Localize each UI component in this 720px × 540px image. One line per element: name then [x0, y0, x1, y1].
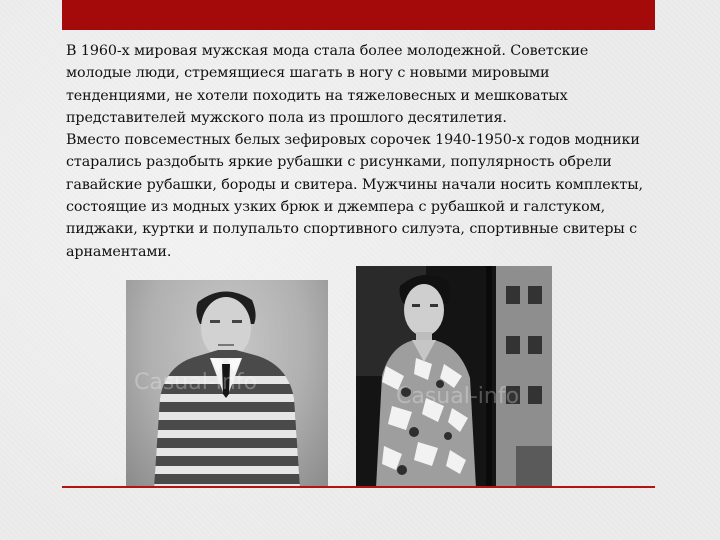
paragraph-2: Вместо повсеместных белых зефировых сорочек 1940-1950-х годов модники старались раздобыть яркие рубашки с рисунками, популярность обрели гавайские рубашки, бороды и свитера. Мужчины начали носить комплекты, состоящие из модных узких брюк и джемпера с рубашкой и галстуком, пиджаки, куртки и полупальто спортивного силуэта, спортивные свитеры с арнаментами. [66, 132, 643, 260]
photo-watermark: Casual-info [134, 370, 258, 395]
header-accent-bar [62, 0, 655, 30]
patterned-shirt-illustration [356, 266, 552, 488]
paragraph-1: В 1960-х мировая мужская мода стала более молодежной. Советские молодые люди, стремящиеся шагать в ногу с новыми мировыми тенденциями, не хотели походить на тяжеловесных и мешковатых представителей мужского пола из прошлого десятилетия. [66, 43, 589, 126]
slide-body-text [66, 40, 656, 263]
photo-man-striped-sweater [126, 280, 328, 488]
photo-man-patterned-shirt [356, 266, 552, 488]
footer-divider-line [62, 486, 655, 488]
photo-watermark: Casual-info [396, 384, 520, 409]
